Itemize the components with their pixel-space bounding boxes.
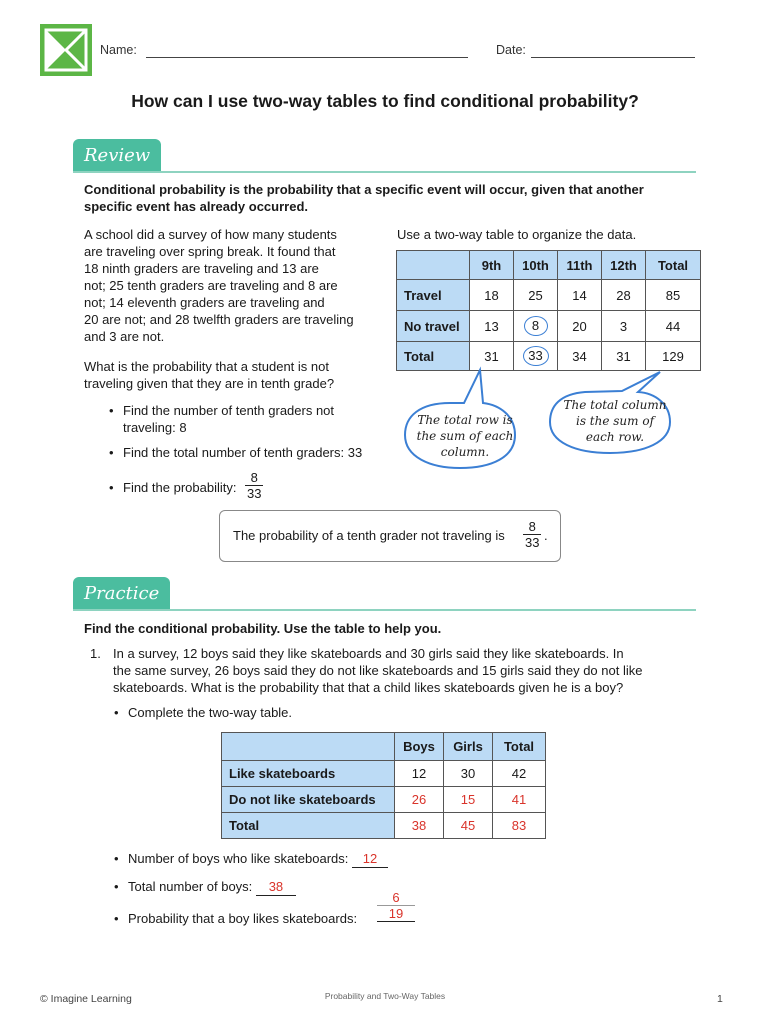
review-bullet-3: • Find the probability:: [123, 479, 236, 496]
bullet-text: Total number of boys:: [128, 879, 253, 894]
circled-value: 33: [523, 346, 549, 366]
table-header-cell: Total: [493, 733, 546, 761]
callout-line: each row.: [585, 430, 645, 444]
practice-bullet-prob: • Probability that a boy likes skateboards:: [128, 910, 357, 927]
question-line: skateboards. What is the probability that that a child likes skateboards given he is a boy?: [113, 680, 624, 695]
name-label: Name:: [100, 43, 137, 57]
table-row: [222, 787, 546, 813]
table-cell: 13: [470, 311, 514, 342]
row-header: Total: [222, 813, 395, 839]
row-header: Do not like skateboards: [222, 787, 395, 813]
date-label: Date:: [496, 43, 526, 57]
problem-line: A school did a survey of how many students: [84, 227, 337, 242]
question-line: the same survey, 26 boys said they do not like skateboards and 15 girls said they do not like: [113, 663, 643, 678]
callout-line: is the sum of: [575, 414, 655, 428]
table-cell: 31: [602, 342, 646, 371]
table-cell: 25: [514, 280, 558, 311]
table-cell: 28: [602, 280, 646, 311]
page-number: 1: [717, 993, 723, 1005]
table-cell: 44: [646, 311, 701, 342]
question-number: 1.: [90, 646, 101, 661]
table-row: [397, 280, 701, 311]
answer-cell[interactable]: 15: [444, 787, 493, 813]
row-header: No travel: [397, 311, 470, 342]
probability-fraction: [245, 470, 263, 501]
bullet-line: traveling: 8: [123, 420, 187, 435]
table-header-cell: Girls: [444, 733, 493, 761]
table-cell: 20: [558, 311, 602, 342]
bullet-line: • Find the number of tenth graders not: [123, 403, 335, 418]
table-cell: 30: [444, 761, 493, 787]
fraction-numerator: 8: [245, 470, 263, 486]
practice-instruction: Find the conditional probability. Use the table to help you.: [84, 621, 442, 636]
review-problem: [84, 226, 384, 345]
table-cell-circled: [514, 311, 558, 342]
answer-text: The probability of a tenth grader not traveling is: [233, 528, 505, 543]
review-bullet-2: • Find the total number of tenth graders: 33: [123, 444, 362, 461]
answer-box: [219, 510, 561, 562]
logo-mark-icon: [40, 24, 92, 76]
practice-question: [113, 645, 703, 696]
column-callout-text: [550, 397, 680, 445]
problem-line: not; 25 tenth graders are traveling and 8 are: [84, 278, 338, 293]
table-intro: Use a two-way table to organize the data.: [397, 227, 637, 242]
answer-blank[interactable]: 38: [256, 878, 296, 896]
review-bullet-1: [123, 402, 334, 436]
table-cell: 85: [646, 280, 701, 311]
practice-rule: [73, 609, 696, 611]
fraction-denominator: 33: [525, 535, 540, 550]
table-cell: 34: [558, 342, 602, 371]
fraction-numerator: 8: [523, 519, 541, 535]
callout-line: The total column: [563, 398, 667, 412]
practice-bullet-boys-like: [128, 850, 388, 868]
table-header-cell: 12th: [602, 251, 646, 280]
table-cell: 31: [470, 342, 514, 371]
question-line: traveling given that they are in tenth grade?: [84, 376, 335, 391]
callout-line: the sum of each: [416, 429, 514, 443]
name-line[interactable]: [146, 57, 468, 58]
table-cell: 14: [558, 280, 602, 311]
fraction-denominator: 19: [377, 906, 415, 922]
table-header-cell: 9th: [470, 251, 514, 280]
answer-cell[interactable]: 45: [444, 813, 493, 839]
table-cell: 129: [646, 342, 701, 371]
practice-bullet-complete: • Complete the two-way table.: [128, 704, 292, 721]
table-row: [222, 813, 546, 839]
review-tab: Review: [73, 139, 161, 171]
problem-line: not; 14 eleventh graders are traveling and: [84, 295, 325, 310]
date-line[interactable]: [531, 57, 695, 58]
answer-cell[interactable]: 38: [395, 813, 444, 839]
table-header-cell: 11th: [558, 251, 602, 280]
answer-cell[interactable]: 83: [493, 813, 546, 839]
question-line: What is the probability that a student is not: [84, 359, 329, 374]
answer-cell[interactable]: 41: [493, 787, 546, 813]
page-title: How can I use two-way tables to find conditional probability?: [131, 91, 639, 111]
fraction-numerator: 6: [377, 890, 415, 906]
table-header-cell: [222, 733, 395, 761]
table-cell: 12: [395, 761, 444, 787]
circled-value: 8: [524, 316, 548, 336]
answer-blank[interactable]: 12: [352, 850, 388, 868]
bullet-text: Number of boys who like skateboards:: [128, 851, 349, 866]
row-header: Travel: [397, 280, 470, 311]
row-callout-text: [405, 412, 525, 460]
table-header-cell: [397, 251, 470, 280]
table-cell: 42: [493, 761, 546, 787]
table-cell: 3: [602, 311, 646, 342]
answer-fraction: [523, 519, 541, 550]
table-header-cell: 10th: [514, 251, 558, 280]
answer-fraction[interactable]: [377, 890, 415, 922]
table-header-cell: Boys: [395, 733, 444, 761]
answer-cell[interactable]: 26: [395, 787, 444, 813]
problem-line: are traveling over spring break. It found that: [84, 244, 336, 259]
callout-line: The total row is: [417, 413, 513, 427]
row-header: Total: [397, 342, 470, 371]
problem-line: 18 ninth graders are traveling and 13 are: [84, 261, 319, 276]
definition-text: Conditional probability is the probability that a specific event will occur, given that another specific event has already occurred.: [84, 182, 644, 214]
footer-copyright: © Imagine Learning: [40, 993, 132, 1005]
practice-bullet-total-boys: [128, 878, 296, 896]
table-cell: 18: [470, 280, 514, 311]
footer-title: Probability and Two-Way Tables: [324, 991, 446, 1001]
review-question: [84, 358, 384, 392]
answer-period: .: [544, 528, 548, 543]
practice-tab: Practice: [73, 577, 170, 609]
question-line: In a survey, 12 boys said they like skateboards and 30 girls said they like skateboards. In: [113, 646, 624, 661]
table-header-cell: Total: [646, 251, 701, 280]
table-row: [397, 311, 701, 342]
callout-line: column.: [440, 445, 490, 459]
grade-travel-table: [396, 250, 701, 371]
problem-line: 20 are not; and 28 twelfth graders are traveling: [84, 312, 354, 327]
skateboard-table: [221, 732, 546, 839]
fraction-denominator: 33: [247, 486, 262, 501]
imagine-learning-logo: [40, 24, 92, 76]
row-header: Like skateboards: [222, 761, 395, 787]
table-row: [222, 761, 546, 787]
review-rule: [73, 171, 696, 173]
problem-line: and 3 are not.: [84, 329, 165, 344]
